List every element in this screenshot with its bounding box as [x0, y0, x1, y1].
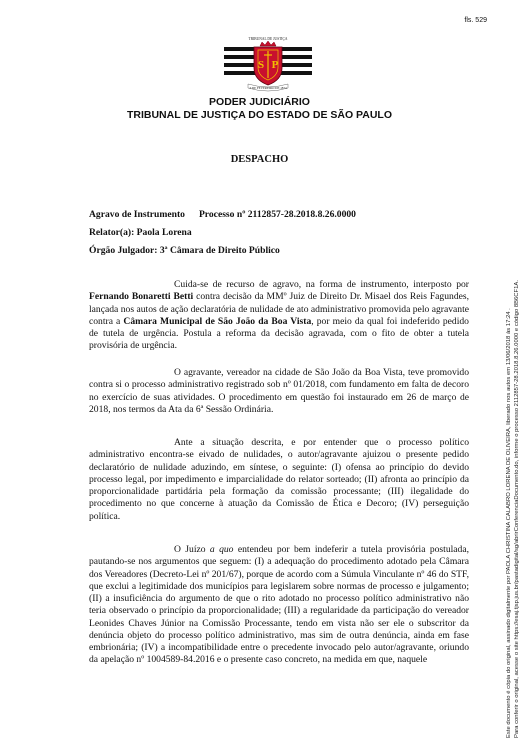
p1-text-c: contra decisão da MMº Juiz de Direito Dr. Misael dos Reis Fagundes, lançada nos autos de ação declaratória de nulidade de ato administrativo promovida pelo agravante contra a	[89, 291, 470, 327]
court-crest-logo	[224, 36, 312, 92]
p1-text-e: , por meio da qual foi indeferido pedido de tutela de urgência. Postula a reforma da decisão agravada, com o fito de obter a tutela provisória de urgência.	[89, 315, 469, 352]
paragraph-2	[89, 367, 469, 416]
paragraph-4	[89, 544, 469, 667]
p2-text: O agravante, vereador na cidade de São João da Boa Vista, teve promovido contra si o processo administrativo registrado sob nº 01/2018, com fundamento em falta de decoro no exercício de suas atividades. O procedimento em questão foi instaurado em 26 de março de 2018, nos termos da Ata da 6ª Sessão Ordinária.	[89, 367, 469, 415]
rapporteur-line: Relator(a): Paola Lorena	[89, 227, 192, 238]
page-folio: fls. 529	[464, 17, 487, 24]
paragraph-1	[89, 279, 469, 353]
crest-bottom-label: 3 DE FEVEREIRO DE 1874	[249, 86, 287, 90]
crest-letter-right: P	[271, 59, 279, 71]
latin-term: a quo	[209, 544, 234, 555]
process-number: Processo nº 2112857-28.2018.8.26.0000	[198, 209, 356, 220]
respondent-name: Câmara Municipal de São João da Boa Vista	[123, 315, 312, 327]
crest-letter-left: S	[257, 59, 265, 71]
p4-text-c: entendeu por bem indeferir a tutela provisória postulada, pautando-se nos argumentos que seguem: (I) a adequação do procedimento adotado pela Câmara dos Vereadores (Decreto-Lei nº 201/67), porque de acordo com a Súmula Vinculante nº 46 do STF, que exclui a legitimidade dos municípios para legislarem sobre normas de processo e julgamento; (II) a insuficiência do argumento de que o rito adotado no processo político administrativo não teria observado o princípio da proporcionalidade; (III) a regularidade da participação do vereador Leonides Chaves Júnior na Comissão Processante, tendo em vista não ser ele o subscritor da denúncia objeto do processo político administrativo, mas sim de outra denúncia, ainda em fase embrionária; (IV) a incompatibilidade entre o precedente invocado pelo autor/agravante, oriundo da apelação nº 1004589-84.2016 e o presente caso concreto, na medida em que, naquele	[89, 544, 470, 666]
court-header-line1: PODER JUDICIÁRIO	[209, 96, 310, 108]
crest-emblem-icon	[224, 36, 312, 92]
court-body-line: Órgão Julgador: 3ª Câmara de Direito Público	[89, 245, 280, 256]
appellant-name: Fernando Bonaretti Betti	[89, 291, 194, 303]
paragraph-3	[89, 437, 469, 523]
court-header-line2: TRIBUNAL DE JUSTIÇA DO ESTADO DE SÃO PAULO	[126, 109, 393, 121]
p3-text: Ante a situação descrita, e por entender que o processo político administrativo encontra-se eivado de nulidades, o autor/agravante ajuizou o presente pedido declaratório de nulidade aduzindo, em síntese, o seguinte: (I) ofensa ao princípio do devido processo legal, por impedimento e imparcialidade do relator sorteado; (II) afronta ao princípio da proporcionalidade partidária pela formação da comissão processante; (III) ilegalidade do procedimento no que concerne à atuação da Comissão de Ética e Decoro; (IV) perseguição política.	[89, 437, 469, 522]
case-line	[89, 209, 356, 220]
p1-text-a: Cuida-se de recurso de agravo, na forma de instrumento, interposto por	[174, 279, 469, 290]
p4-text-a: O Juízo	[174, 544, 210, 555]
signature-note-line2: Para conferir o original, acesse o site https://esaj.tjsp.jus.br/pastadigital/sg/abrirConferenciaDocumento.do, informe o processo 2112857-28.2018.8.26.0000 e código 8B6CF1A.	[514, 280, 520, 738]
document-title: DESPACHO	[230, 154, 289, 165]
crest-top-label: TRIBUNAL DE JUSTIÇA	[248, 37, 288, 41]
appeal-label: Agravo de Instrumento	[89, 209, 185, 220]
digital-signature-note	[505, 3, 521, 738]
signature-note-line1: Este documento é cópia do original, assinado digitalmente por PAOLA CHRISTINA CALABRO LORENA DE OLIVEIRA, liberado nos autos em 13/06/2018 às 17:24 .	[506, 308, 512, 738]
